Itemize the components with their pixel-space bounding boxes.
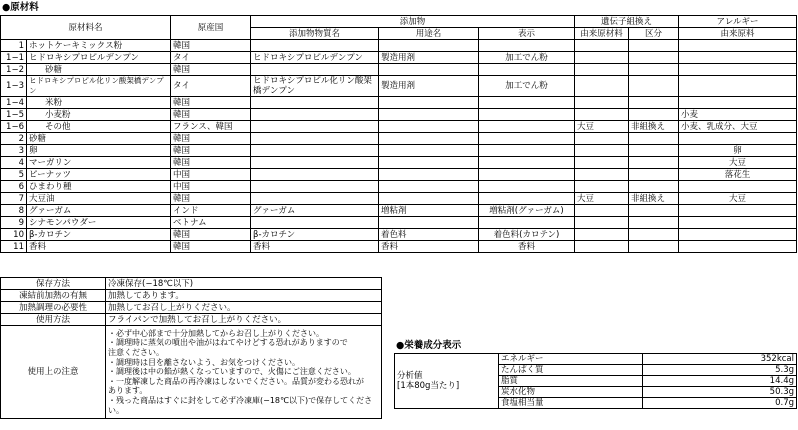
header-material-name: 原材料名 [1, 16, 171, 40]
additive-name [251, 193, 379, 205]
additive-use [379, 133, 479, 145]
header-additive-name: 添加物物質名 [251, 28, 379, 40]
material-origin: 韓国 [171, 109, 251, 121]
info-table [0, 277, 382, 419]
nutrient-value: 5.3g [643, 365, 797, 376]
gm-origin [575, 133, 629, 145]
additive-use [379, 193, 479, 205]
material-row [1, 40, 797, 52]
caution-line: ・調理時は目を離さないよう、お気をつけください。 [108, 357, 300, 367]
material-name: 砂糖 [27, 133, 171, 145]
nutrient-name: たんぱく質 [499, 365, 643, 376]
gm-origin [575, 157, 629, 169]
additive-use [379, 169, 479, 181]
caution-line: い。 [108, 405, 124, 415]
nutrient-name: 食塩相当量 [499, 398, 643, 409]
additive-display [479, 64, 575, 76]
additive-use [379, 64, 479, 76]
additive-display [479, 121, 575, 133]
allergy-origin [679, 40, 797, 52]
material-name: ヒドロキシプロピルデンプン [27, 52, 171, 64]
material-no: 1 [1, 40, 27, 52]
material-row [1, 169, 797, 181]
gm-class [629, 205, 679, 217]
additive-display [479, 169, 575, 181]
material-row [1, 145, 797, 157]
gm-class: 非組換え [629, 193, 679, 205]
material-origin: タイ [171, 52, 251, 64]
need-heat-value: 加熱してお召し上がりください。 [106, 302, 382, 314]
material-origin: 韓国 [171, 64, 251, 76]
additive-display [479, 133, 575, 145]
storage-value: 冷凍保存(−18℃以下) [106, 278, 382, 290]
caution-line: ・必ず中心部まで十分加熱してからお召し上がりください。 [108, 328, 324, 338]
material-row [1, 109, 797, 121]
header-gm-group: 遺伝子組換え [575, 16, 679, 28]
material-row [1, 241, 797, 253]
additive-name [251, 145, 379, 157]
header-additive-group: 添加物 [251, 16, 575, 28]
material-origin: 韓国 [171, 241, 251, 253]
additive-display [479, 193, 575, 205]
additive-use: 着色料 [379, 229, 479, 241]
material-row [1, 193, 797, 205]
caution-line: あります。 [108, 386, 148, 396]
additive-display: 加工でん粉 [479, 76, 575, 97]
nutrition-label-line1: 分析値 [397, 371, 423, 381]
gm-origin [575, 169, 629, 181]
nutrition-label-line2: [1本80g当たり] [397, 381, 460, 391]
allergy-origin: 卵 [679, 145, 797, 157]
caution-line: 注意ください。 [108, 348, 164, 358]
additive-use: 香料 [379, 241, 479, 253]
material-no: 1−3 [1, 76, 27, 97]
additive-name [251, 169, 379, 181]
material-no: 2 [1, 133, 27, 145]
additive-display [479, 109, 575, 121]
nutrition-table [394, 353, 797, 409]
gm-origin: 大豆 [575, 121, 629, 133]
additive-name [251, 109, 379, 121]
allergy-origin [679, 133, 797, 145]
allergy-origin: 大豆 [679, 193, 797, 205]
header-origin: 原産国 [171, 16, 251, 40]
gm-origin [575, 241, 629, 253]
nutrition-label [395, 354, 499, 409]
additive-name [251, 217, 379, 229]
gm-class [629, 181, 679, 193]
material-origin: 中国 [171, 181, 251, 193]
material-name: ひまわり種 [27, 181, 171, 193]
allergy-origin [679, 52, 797, 64]
preheated-value: 加熱してあります。 [106, 290, 382, 302]
material-row [1, 121, 797, 133]
additive-name: ヒドロキシプロピル化リン酸架橋デンプン [251, 76, 379, 97]
gm-class [629, 145, 679, 157]
gm-origin [575, 181, 629, 193]
allergy-origin [679, 97, 797, 109]
material-origin: ベトナム [171, 217, 251, 229]
additive-use [379, 157, 479, 169]
caution-notes [106, 326, 382, 419]
material-name: 小麦粉 [27, 109, 171, 121]
caution-line: ・調理後は中の餡が熱くなっていますので、火傷にご注意ください。 [108, 367, 356, 377]
gm-class [629, 169, 679, 181]
material-name: 米粉 [27, 97, 171, 109]
material-name: その他 [27, 121, 171, 133]
additive-use [379, 145, 479, 157]
additive-use [379, 121, 479, 133]
material-no: 3 [1, 145, 27, 157]
gm-class [629, 40, 679, 52]
gm-origin [575, 229, 629, 241]
nutrition-section-title: ●栄養成分表示 [396, 340, 462, 351]
additive-use [379, 217, 479, 229]
additive-name [251, 64, 379, 76]
additive-name [251, 133, 379, 145]
additive-use [379, 97, 479, 109]
additive-display [479, 97, 575, 109]
material-name: シナモンパウダー [27, 217, 171, 229]
additive-name: β-カロチン [251, 229, 379, 241]
material-no: 10 [1, 229, 27, 241]
material-name: 大豆油 [27, 193, 171, 205]
material-name: マーガリン [27, 157, 171, 169]
material-no: 1−2 [1, 64, 27, 76]
additive-name: ヒドロキシプロピルデンプン [251, 52, 379, 64]
material-row [1, 52, 797, 64]
additive-name [251, 97, 379, 109]
gm-class [629, 229, 679, 241]
header-additive-use: 用途名 [379, 28, 479, 40]
material-name: ピーナッツ [27, 169, 171, 181]
materials-table [0, 15, 797, 253]
material-name: 香料 [27, 241, 171, 253]
gm-origin [575, 64, 629, 76]
header-gm-origin: 由来原材料 [575, 28, 629, 40]
additive-display: 加工でん粉 [479, 52, 575, 64]
material-no: 8 [1, 205, 27, 217]
allergy-origin [679, 241, 797, 253]
material-row [1, 64, 797, 76]
header-allergy-origin: 由来原料 [679, 28, 797, 40]
nutrient-value: 50.3g [643, 387, 797, 398]
gm-origin [575, 76, 629, 97]
additive-use [379, 109, 479, 121]
gm-class [629, 241, 679, 253]
gm-class [629, 64, 679, 76]
nutrient-value: 14.4g [643, 376, 797, 387]
material-no: 7 [1, 193, 27, 205]
material-origin: 中国 [171, 169, 251, 181]
nutrient-name: 脂質 [499, 376, 643, 387]
gm-origin [575, 52, 629, 64]
additive-use [379, 181, 479, 193]
additive-display: 香料 [479, 241, 575, 253]
usage-label: 使用方法 [1, 314, 106, 326]
gm-origin: 大豆 [575, 193, 629, 205]
additive-name [251, 181, 379, 193]
material-no: 5 [1, 169, 27, 181]
material-name: 卵 [27, 145, 171, 157]
nutrient-value: 0.7g [643, 398, 797, 409]
additive-use: 製造用剤 [379, 52, 479, 64]
allergy-origin [679, 205, 797, 217]
allergy-origin [679, 76, 797, 97]
usage-value: フライパンで加熱してお召し上がりください。 [106, 314, 382, 326]
material-row [1, 76, 797, 97]
additive-display [479, 181, 575, 193]
material-origin: フランス、韓国 [171, 121, 251, 133]
material-origin: インド [171, 205, 251, 217]
material-origin: 韓国 [171, 157, 251, 169]
material-no: 1−6 [1, 121, 27, 133]
gm-origin [575, 217, 629, 229]
material-no: 11 [1, 241, 27, 253]
gm-class [629, 97, 679, 109]
allergy-origin: 大豆 [679, 157, 797, 169]
gm-origin [575, 145, 629, 157]
material-no: 1−4 [1, 97, 27, 109]
additive-name [251, 40, 379, 52]
allergy-origin: 小麦、乳成分、大豆 [679, 121, 797, 133]
gm-origin [575, 40, 629, 52]
material-origin: 韓国 [171, 193, 251, 205]
material-no: 1−5 [1, 109, 27, 121]
material-origin: 韓国 [171, 40, 251, 52]
additive-use [379, 40, 479, 52]
gm-origin [575, 205, 629, 217]
gm-class [629, 133, 679, 145]
nutrient-value: 352kcal [643, 354, 797, 365]
header-gm-class: 区分 [629, 28, 679, 40]
nutrient-name: エネルギー [499, 354, 643, 365]
gm-origin [575, 97, 629, 109]
header-allergy-group: アレルギー [679, 16, 797, 28]
gm-class [629, 109, 679, 121]
material-no: 1−1 [1, 52, 27, 64]
additive-use: 増粘剤 [379, 205, 479, 217]
gm-origin [575, 109, 629, 121]
additive-name: 香料 [251, 241, 379, 253]
additive-display [479, 157, 575, 169]
additive-name [251, 157, 379, 169]
allergy-origin: 小麦 [679, 109, 797, 121]
material-origin: 韓国 [171, 97, 251, 109]
material-row [1, 217, 797, 229]
gm-class [629, 52, 679, 64]
gm-class [629, 157, 679, 169]
need-heat-label: 加熱調理の必要性 [1, 302, 106, 314]
material-origin: 韓国 [171, 229, 251, 241]
caution-line: ・一度解凍した商品の再冷凍はしないでください。品質が変わる恐れが [108, 376, 364, 386]
allergy-origin: 落花生 [679, 169, 797, 181]
preheated-label: 凍結前加熱の有無 [1, 290, 106, 302]
caution-line: ・残った商品はすぐに封をして必ず冷凍庫(−18℃以下)で保存してくださ [108, 395, 373, 405]
additive-display: 着色料(カロテン) [479, 229, 575, 241]
material-name: 砂糖 [27, 64, 171, 76]
material-name: グァーガム [27, 205, 171, 217]
material-row [1, 133, 797, 145]
material-origin: 韓国 [171, 145, 251, 157]
additive-display [479, 145, 575, 157]
storage-label: 保存方法 [1, 278, 106, 290]
material-no: 6 [1, 181, 27, 193]
header-additive-display: 表示 [479, 28, 575, 40]
material-name: ヒドロキシプロピル化リン酸架橋デンプン [27, 76, 171, 97]
material-row [1, 157, 797, 169]
material-row [1, 229, 797, 241]
material-row [1, 97, 797, 109]
additive-name [251, 121, 379, 133]
material-row [1, 181, 797, 193]
material-origin: 韓国 [171, 133, 251, 145]
material-name: β-カロチン [27, 229, 171, 241]
allergy-origin [679, 217, 797, 229]
gm-class [629, 217, 679, 229]
nutrient-name: 炭水化物 [499, 387, 643, 398]
gm-class: 非組換え [629, 121, 679, 133]
gm-class [629, 76, 679, 97]
allergy-origin [679, 181, 797, 193]
additive-name: グァーガム [251, 205, 379, 217]
additive-display [479, 40, 575, 52]
materials-section-title: ●原材料 [2, 2, 39, 13]
additive-use: 製造用剤 [379, 76, 479, 97]
caution-label: 使用上の注意 [1, 326, 106, 419]
material-row [1, 205, 797, 217]
additive-display: 増粘剤(グァーガム) [479, 205, 575, 217]
nutrition-row [395, 354, 797, 365]
allergy-origin [679, 64, 797, 76]
material-name: ホットケーキミックス粉 [27, 40, 171, 52]
material-no: 9 [1, 217, 27, 229]
material-origin: タイ [171, 76, 251, 97]
caution-line: ・調理時に蒸気の噴出や油がはねてやけどする恐れがありますので [108, 338, 348, 348]
material-no: 4 [1, 157, 27, 169]
additive-display [479, 217, 575, 229]
allergy-origin [679, 229, 797, 241]
